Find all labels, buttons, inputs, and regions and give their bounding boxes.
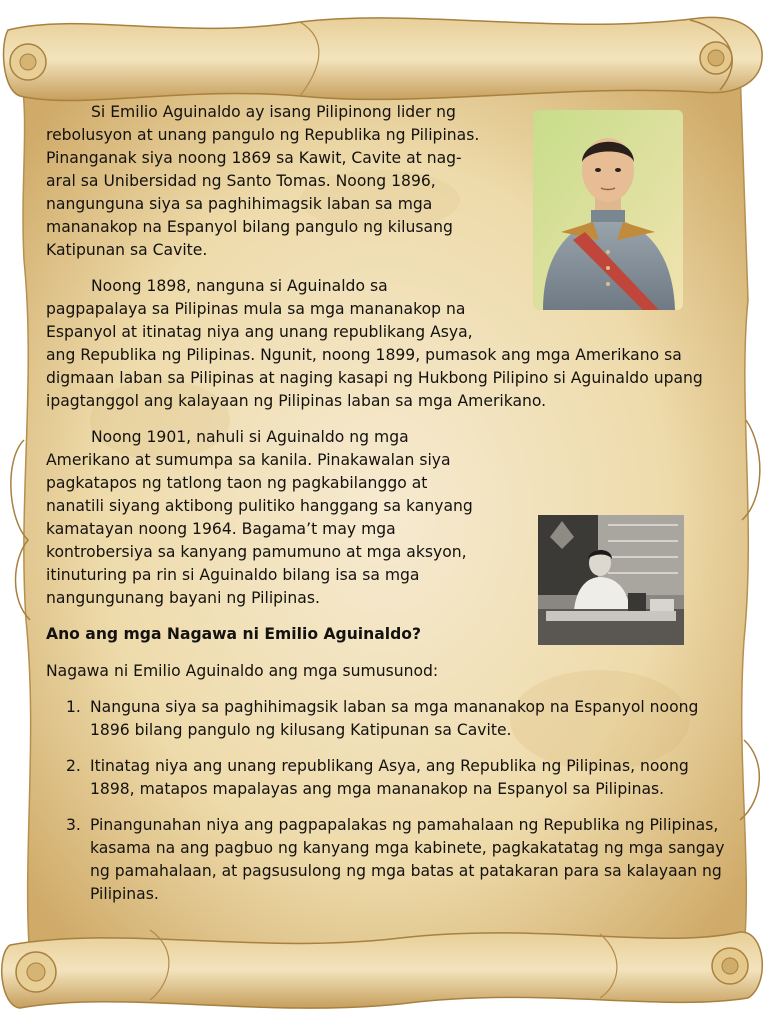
list-item: 3. Pinangunahan niya ang pagpapalakas ng pamahalaan ng Republika ng Pilipinas, kasama na ang pagbuo ng kanyang mga kabinete, pagkakatatag ng mga sangay ng pamahalaan, at pagsusulong ng mga batas at patakaran para sa kalayaan ng Pilipinas.: [66, 816, 725, 903]
list-item: 1. Nanguna siya sa paghihimagsik laban sa mga mananakop na Espanyol noong 1896 bilang pangulo ng kilusang Katipunan sa Cavite.: [66, 698, 699, 739]
list-item: 2. Itinatag niya ang unang republikang Asya, ang Republika ng Pilipinas, noong 1898, matapos mapalayas ang mga mananakop na Espanyol sa Pilipinas.: [66, 757, 689, 798]
paragraph-1: Si Emilio Aguinaldo ay isang Pilipinong lider ng rebolusyon at unang pangulo ng Republika ng Pilipinas. Pinanganak siya noong 1869 sa Kawit, Cavite at nag-aral sa Unibersidad ng Santo Tomas. Noong 1896, nangunguna siya sa paghihimagsik laban sa mga mananakop na Espanyol bilang pangulo ng kilusang Katipunan sa Cavite.: [46, 103, 480, 259]
document-body: [46, 101, 726, 919]
section-heading: Ano ang mga Nagawa ni Emilio Aguinaldo?: [46, 625, 422, 643]
paragraph-3: Noong 1901, nahuli si Aguinaldo ng mga Amerikano at sumumpa sa kanila. Pinakawalan siya pagkatapos ng tatlong taon ng pagkabilanggo at nanatili siyang aktibong pulitiko hanggang sa kanyang kamatayan noong 1964. Bagama’t may mga kontrobersiya sa kanyang pamumuno at mga aksyon, itinuturing pa rin si Aguinaldo bilang isa sa mga nangungunang bayani ng Pilipinas.: [46, 428, 473, 607]
accomplishments-list: [46, 696, 726, 906]
list-intro: Nagawa ni Emilio Aguinaldo ang mga sumusunod:: [46, 662, 439, 680]
paragraph-2: Noong 1898, nanguna si Aguinaldo sa pagpapalaya sa Pilipinas mula sa mga mananakop na Espanyol at itinatag niya ang unang republikang Asya, ang Republika ng Pilipinas. Ngunit, noong 1899, pumasok ang mga Amerikano sa digmaan laban sa Pilipinas at naging kasapi ng Hukbong Pilipino si Aguinaldo upang ipagtanggol ang kalayaan ng Pilipinas laban sa mga Amerikano.: [46, 277, 703, 410]
